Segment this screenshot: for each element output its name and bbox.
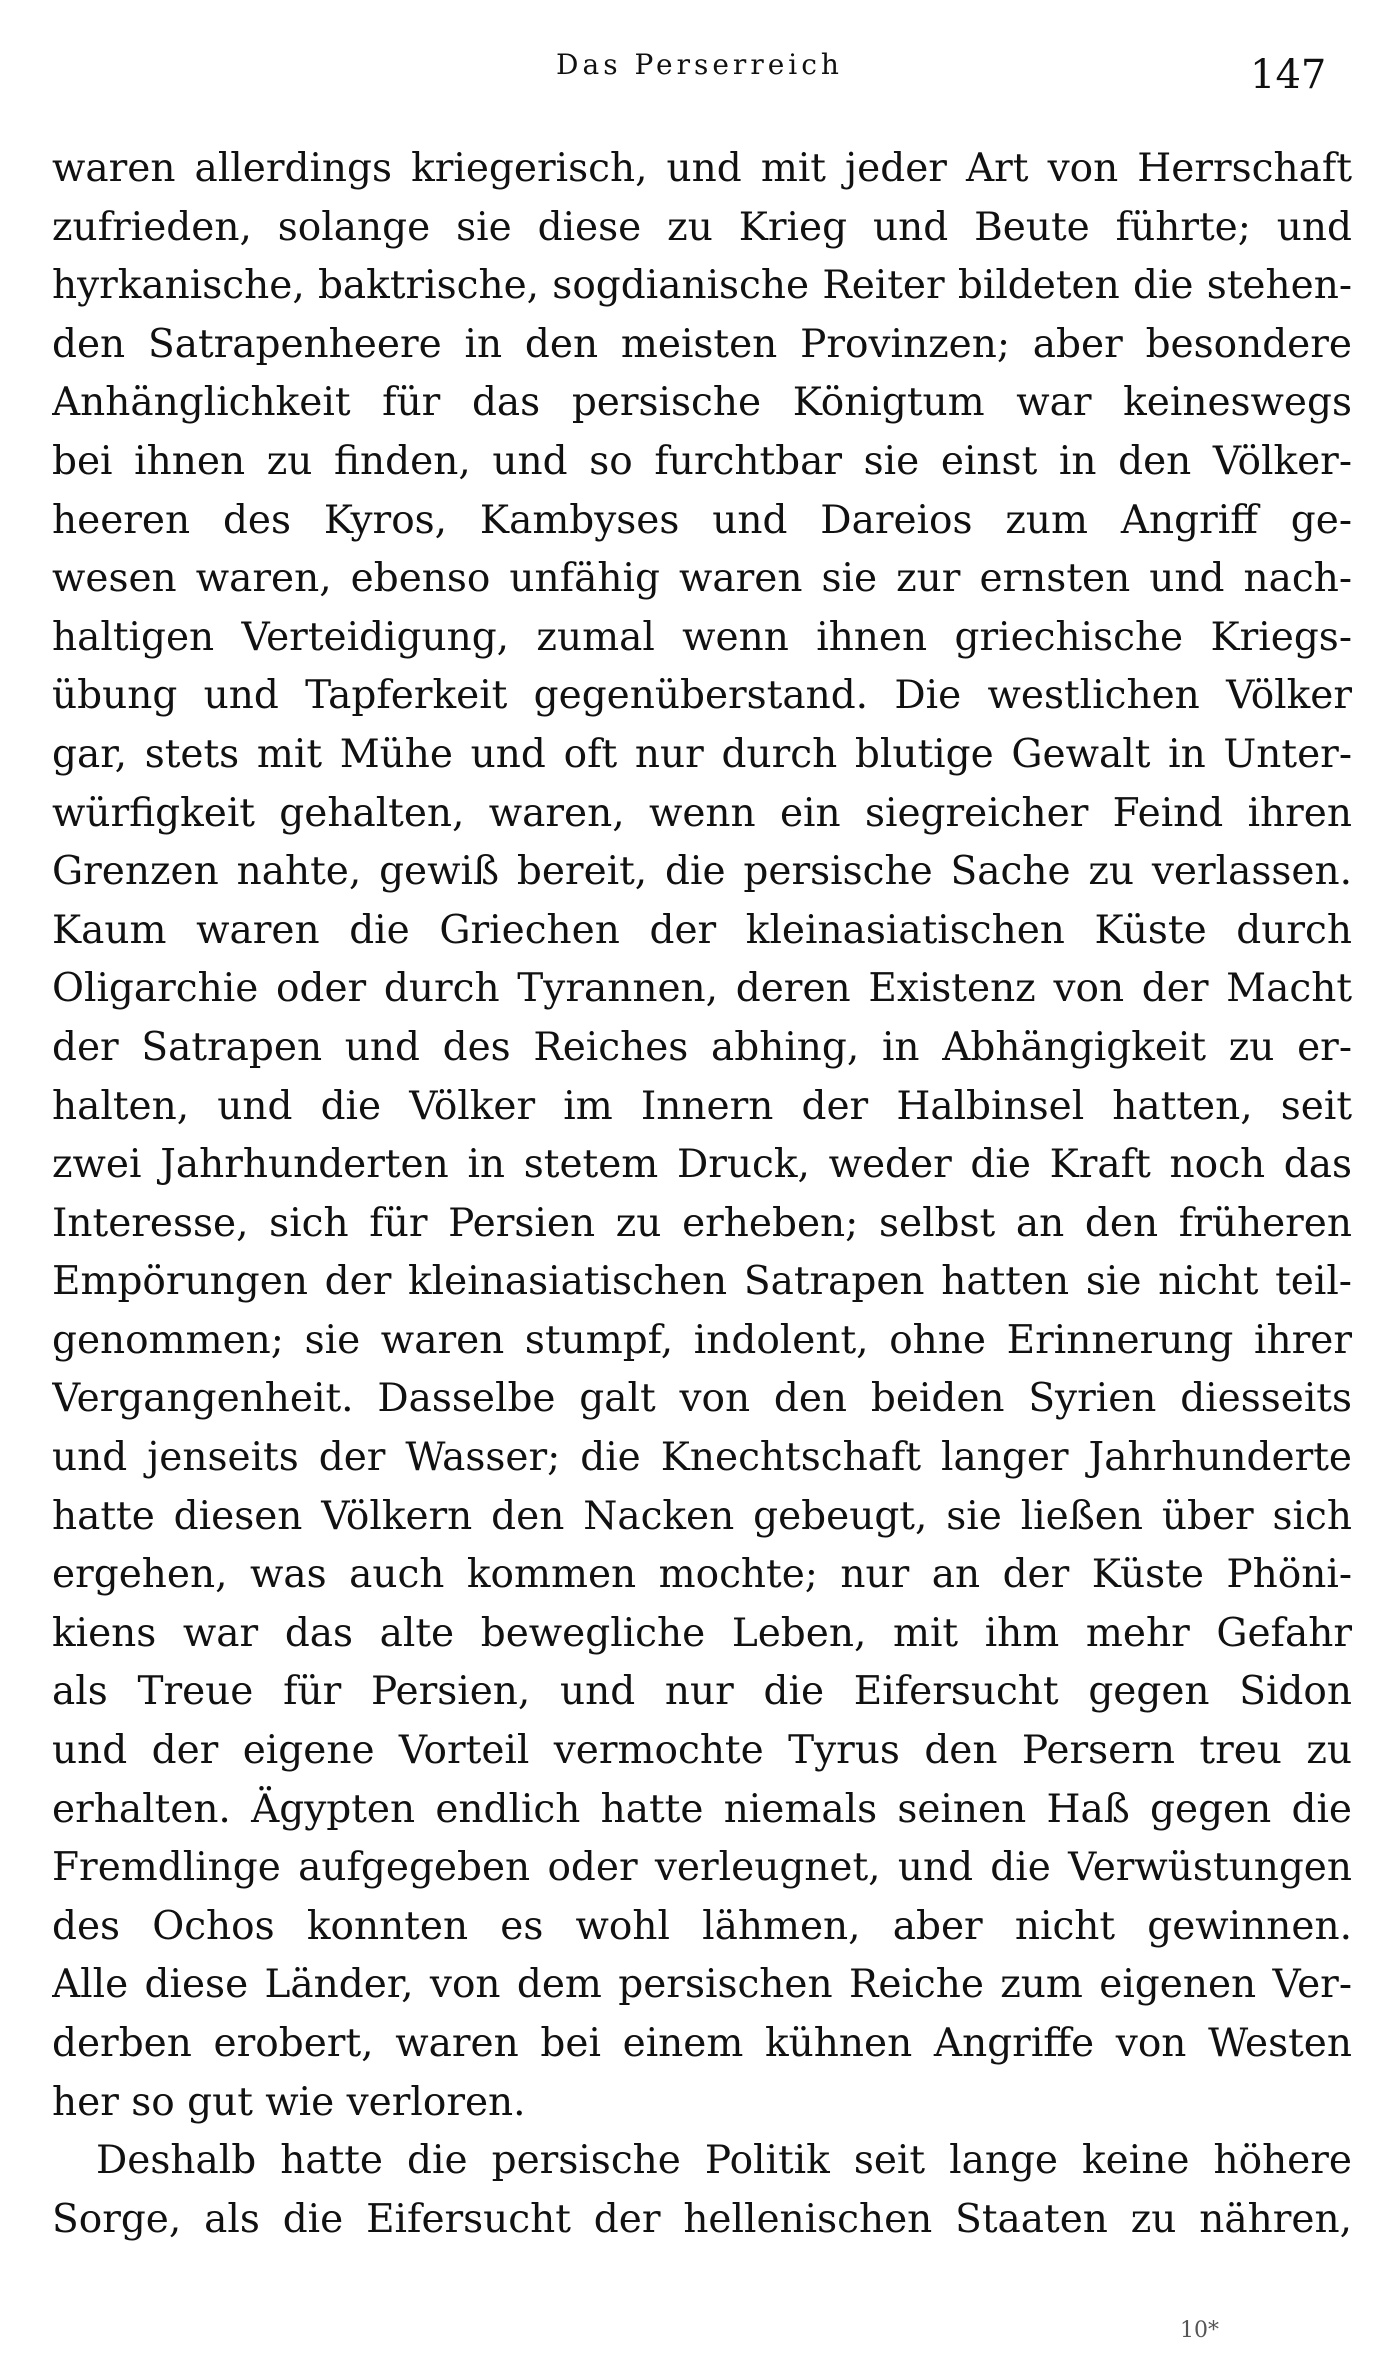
text-line: zufrieden, solange sie diese zu Krieg und Beute führte; und [52, 204, 1352, 250]
text-line: Interesse, sich für Persien zu erheben; selbst an den früheren [52, 1200, 1352, 1246]
signature-mark: 10* [1180, 2318, 1219, 2343]
text-line: derben erobert, waren bei einem kühnen Angriffe von Westen [52, 2021, 1352, 2066]
text-line: als Treue für Persien, und nur die Eifersucht gegen Sidon [52, 1669, 1352, 1715]
text-line: Kaum waren die Griechen der kleinasiatischen Küste durch [52, 907, 1352, 953]
text-line: Vergangenheit. Dasselbe galt von den beiden Syrien diesseits [52, 1376, 1352, 1422]
text-line: Fremdlinge aufgegeben oder verleugnet, und die Verwüstungen [52, 1845, 1352, 1891]
text-line: hyrkanische, baktrische, sogdianische Reiter bildeten die stehen- [52, 263, 1352, 309]
text-line: bei ihnen zu finden, und so furchtbar sie einst in den Völker- [52, 438, 1352, 484]
text-line: den Satrapenheere in den meisten Provinzen; aber besondere [52, 321, 1352, 367]
paragraph-end-line: her so gut wie verloren. [52, 2079, 526, 2125]
text-line: und der eigene Vorteil vermochte Tyrus den Persern treu zu [52, 1728, 1352, 1774]
text-line: genommen; sie waren stumpf, indolent, ohne Erinnerung ihrer [52, 1317, 1352, 1363]
text-line: und jenseits der Wasser; die Knechtschaft langer Jahrhunderte [52, 1435, 1352, 1481]
text-line: Oligarchie oder durch Tyrannen, deren Existenz von der Macht [52, 966, 1352, 1012]
page-number: 147 [1250, 52, 1327, 98]
body-text [52, 140, 1352, 2249]
text-line: erhalten. Ägypten endlich hatte niemals seinen Haß gegen die [52, 1786, 1352, 1832]
text-line: haltigen Verteidigung, zumal wenn ihnen griechische Kriegs- [52, 614, 1352, 660]
text-line: der Satrapen und des Reiches abhing, in Abhängigkeit zu er- [52, 1024, 1352, 1070]
text-line: Anhänglichkeit für das persische Königtum war keineswegs [52, 380, 1352, 426]
text-line: heeren des Kyros, Kambyses und Dareios zum Angriff ge- [52, 497, 1352, 543]
text-line: hatte diesen Völkern den Nacken gebeugt, sie ließen über sich [52, 1493, 1352, 1539]
text-line: kiens war das alte bewegliche Leben, mit ihm mehr Gefahr [52, 1610, 1352, 1656]
paragraph-start-line: Deshalb hatte die persische Politik seit lange keine höhere [96, 2138, 1352, 2184]
text-line: waren allerdings kriegerisch, und mit jeder Art von Herrschaft [52, 146, 1352, 191]
text-line: übung und Tapferkeit gegenüberstand. Die westlichen Völker [52, 673, 1352, 719]
text-line: ergehen, was auch kommen mochte; nur an der Küste Phöni- [52, 1552, 1352, 1598]
text-line: Alle diese Länder, von dem persischen Reiche zum eigenen Ver- [52, 1962, 1352, 2008]
running-title: Das Perserreich [556, 48, 843, 81]
text-line: Sorge, als die Eifersucht der hellenischen Staaten zu nähren, [52, 2196, 1352, 2242]
text-line: würfigkeit gehalten, waren, wenn ein siegreicher Feind ihren [52, 790, 1352, 836]
text-line: des Ochos konnten es wohl lähmen, aber nicht gewinnen. [52, 1903, 1352, 1949]
text-line: wesen waren, ebenso unfähig waren sie zur ernsten und nach- [52, 556, 1352, 602]
text-line: Empörungen der kleinasiatischen Satrapen hatten sie nicht teil- [52, 1259, 1352, 1305]
text-line: gar, stets mit Mühe und oft nur durch blutige Gewalt in Unter- [52, 731, 1352, 777]
text-line: zwei Jahrhunderten in stetem Druck, weder die Kraft noch das [52, 1142, 1352, 1188]
text-line: halten, und die Völker im Innern der Halbinsel hatten, seit [52, 1083, 1352, 1129]
text-line: Grenzen nahte, gewiß bereit, die persische Sache zu verlassen. [52, 849, 1352, 895]
